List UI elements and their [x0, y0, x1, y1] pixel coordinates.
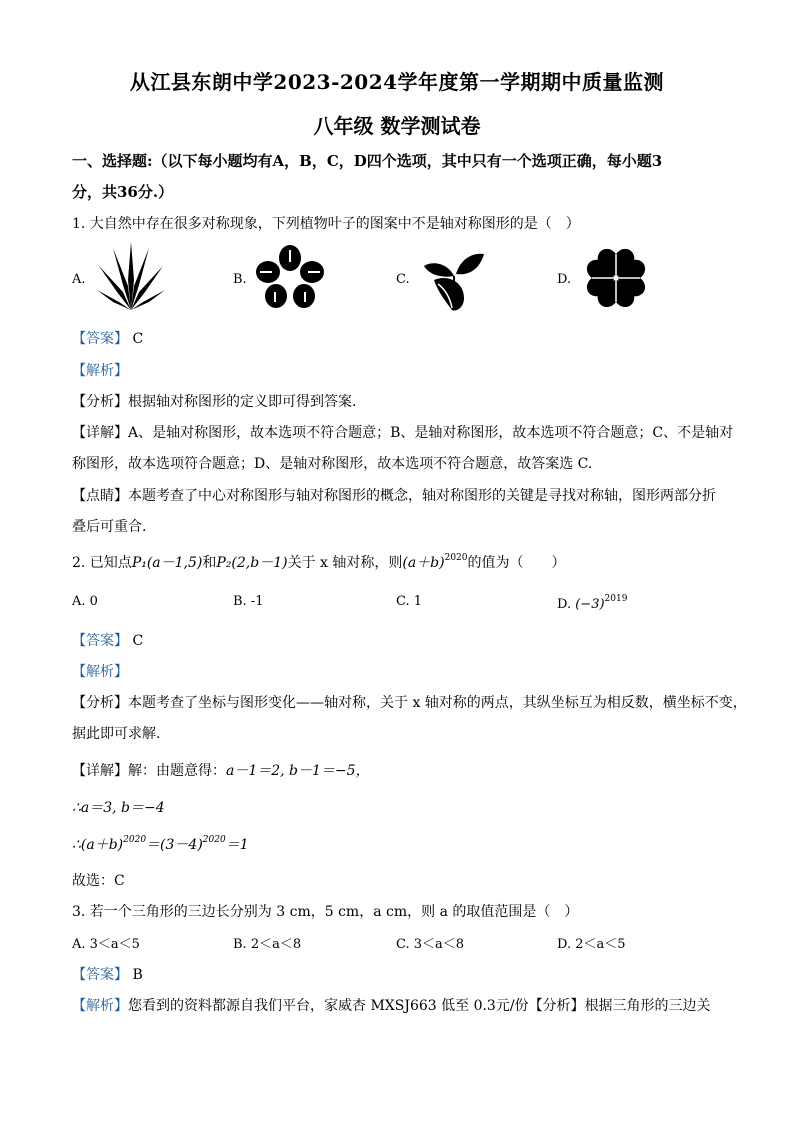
exam-title: 从江县东朗中学2023-2024学年度第一学期期中质量监测 [129, 70, 665, 94]
q2-option-b: B. -1 [233, 594, 264, 609]
q2-fenxi-line1 [72, 692, 747, 712]
q3-fenxi-text: 根据三角形的三边关 [584, 998, 711, 1014]
q3-analysis [72, 995, 732, 1015]
analysis-tag: 【解析】 [72, 998, 128, 1014]
q2-xiangjie-pre: 解：由题意得： [128, 763, 226, 779]
q2-xiangjie [72, 760, 732, 780]
agave-leaf-icon [95, 240, 167, 312]
section-heading-line1: 一、选择题:（以下每小题均有A，B，C，D四个选项，其中只有一个选项正确，每小题3 [72, 152, 663, 170]
q2-option-d-base: (−3) [575, 597, 605, 612]
q3-option-c: C. 3＜a＜8 [396, 937, 465, 952]
q3-stem: 3. 若一个三角形的三边长分别为 3 cm，5 cm，a cm，则 a 的取值范围是（ ） [72, 904, 579, 920]
q2-step2-mid: ＝(3－4) [146, 837, 203, 853]
q1-xiangjie-line1 [72, 422, 732, 442]
q1-stem: 1. 大自然中存在很多对称现象，下列植物叶子的图案中不是轴对称图形的是（ ） [72, 216, 580, 232]
q3-answer-value: B [132, 967, 143, 983]
q1-dianjing-line1 [72, 485, 732, 505]
q2-fenxi-text1: 本题考查了坐标与图形变化——轴对称，关于 x 轴对称的两点，其纵坐标互为相反数，横坐标不变， [128, 695, 747, 711]
q3-answer [72, 964, 732, 984]
answer-tag: 【答案】 [72, 967, 128, 983]
q2-point-p1: P₁(a－1,5) [131, 555, 203, 571]
q2-option-d-exponent: 2019 [604, 594, 628, 604]
q2-guxuan: 故选：C [72, 873, 125, 889]
q2-answer [72, 630, 732, 650]
q2-xiangjie-equation: a－1＝2, b－1＝−5， [226, 763, 370, 779]
q2-stem-post: 关于 x 轴对称，则 [287, 555, 403, 571]
q1-dianjing-line2: 叠后可重合. [72, 519, 147, 535]
q2-fenxi-line2: 据此即可求解. [72, 726, 161, 742]
fenxi-tag: 【分析】 [528, 998, 585, 1014]
q2-step2-exponent2: 2020 [202, 835, 226, 845]
q2-option-d-label: D. [557, 597, 572, 612]
q1-xiangjie-line2: 称图形，故本选项符合题意；D、是轴对称图形，故本选项不符合题意，故答案选 C. [72, 456, 593, 472]
xiangjie-tag: 【详解】 [72, 763, 128, 779]
plum-blossom-icon [256, 244, 324, 310]
q2-stem [72, 552, 732, 572]
q1-xiangjie-text1: A、是轴对称图形，故本选项不符合题意；B、是轴对称图形，故本选项不符合题意；C、不是轴对 [128, 425, 734, 441]
q2-stem-end: 的值为（ ） [467, 555, 566, 571]
q2-step2-pre: ∴(a＋b) [72, 837, 124, 853]
q3-option-b: B. 2＜a＜8 [233, 937, 302, 952]
q1-fenxi-text: 根据轴对称图形的定义即可得到答案. [128, 394, 357, 410]
q1-option-a-label: A. [72, 272, 86, 287]
answer-tag: 【答案】 [72, 331, 128, 347]
q2-expression-exponent: 2020 [444, 553, 468, 563]
answer-tag: 【答案】 [72, 633, 128, 649]
analysis-tag: 【解析】 [72, 363, 128, 379]
q1-option-d-label: D. [557, 272, 572, 287]
fenxi-tag: 【分析】 [72, 695, 128, 711]
q3-option-d: D. 2＜a＜5 [557, 937, 626, 952]
q3-analysis-text: 您看到的资料都源自我们平台，家威杏 MXSJ663 低至 0.3元/份 [128, 998, 529, 1014]
q2-option-d [557, 594, 627, 612]
q1-option-c-label: C. [396, 272, 410, 287]
xiangjie-tag: 【详解】 [72, 425, 128, 441]
q2-option-c: C. 1 [396, 594, 423, 609]
q1-fenxi [72, 391, 732, 411]
q2-answer-value: C [132, 633, 144, 649]
q1-analysis [72, 360, 732, 380]
q1-option-b-label: B. [233, 272, 247, 287]
fenxi-tag: 【分析】 [72, 394, 128, 410]
four-heart-clover-icon [582, 244, 650, 312]
analysis-tag: 【解析】 [72, 664, 128, 680]
q2-stem-pre: 2. 已知点 [72, 555, 132, 571]
q1-answer-value: C [132, 331, 144, 347]
dianjing-tag: 【点睛】 [72, 488, 128, 504]
exam-subtitle: 八年级 数学测试卷 [313, 114, 481, 138]
q2-step2-exponent1: 2020 [123, 835, 147, 845]
section-heading-line2: 分，共36分.） [72, 183, 174, 201]
q2-point-p2: P₂(2,b－1) [216, 555, 288, 571]
q3-option-a: A. 3＜a＜5 [72, 937, 140, 952]
q1-answer [72, 328, 732, 348]
q2-analysis [72, 661, 732, 681]
q1-dianjing-text1: 本题考查了中心对称图形与轴对称图形的概念，轴对称图形的关键是寻找对称轴，图形两部分折 [128, 488, 716, 504]
q2-expression: (a＋b) [402, 555, 445, 571]
q2-step2-end: ＝1 [225, 837, 249, 853]
twin-leaf-icon [420, 246, 486, 312]
q2-step2 [72, 834, 732, 854]
q2-stem-mid: 和 [202, 555, 217, 571]
q2-option-a: A. 0 [72, 594, 98, 609]
q2-step1: ∴a＝3, b＝−4 [72, 800, 165, 816]
